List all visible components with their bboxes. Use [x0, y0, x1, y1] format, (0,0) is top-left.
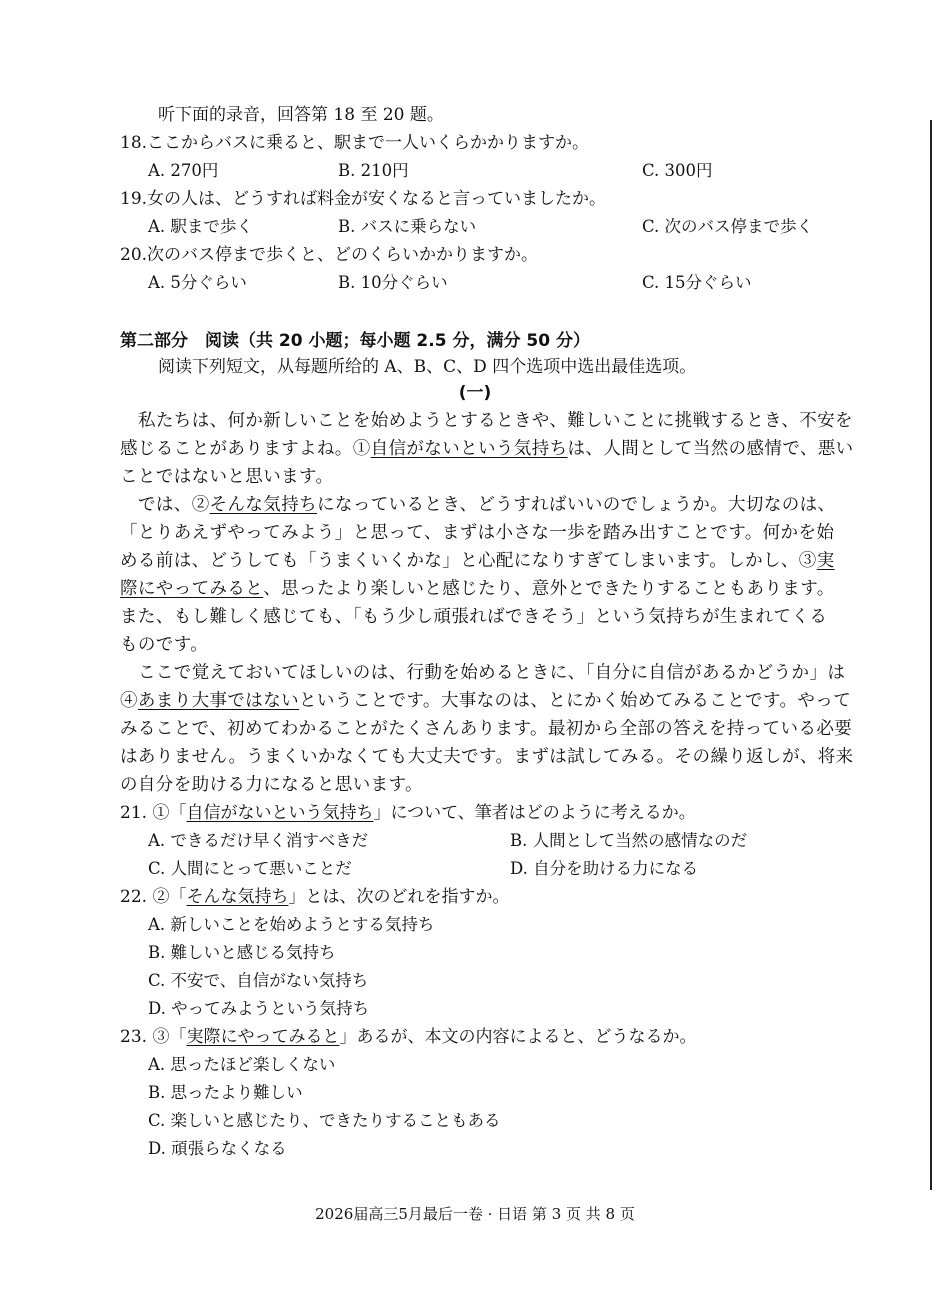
underlined-phrase-3b: 際にやってみると — [120, 579, 264, 599]
p3-line-5: の自分を助ける力になると思います。 — [120, 775, 423, 795]
page-footer: 2026届高三5月最后一卷 · 日语 第 3 页 共 8 页 — [315, 1205, 635, 1223]
q20-option-b: B. 10分ぐらい — [338, 273, 448, 292]
reading-instruction: 阅读下列短文，从每题所给的 A、B、C、D 四个选项中选出最佳选项。 — [158, 357, 697, 377]
question-21 — [120, 802, 696, 824]
text-run: める前は、どうしても「うまくいくかな」と心配になりすぎてしまいます。しかし、③ — [120, 551, 817, 571]
q23-option-d: D. 頑張らなくなる — [148, 1139, 287, 1158]
question-number: 18. — [120, 133, 148, 153]
question-text: ここからバスに乗ると、駅まで一人いくらかかりますか。 — [147, 133, 590, 153]
question-23 — [120, 1026, 696, 1048]
underlined-phrase-4: あまり大事ではない — [137, 691, 300, 711]
p1-line-2 — [120, 438, 854, 460]
q21-option-a: A. できるだけ早く消すべきだ — [148, 831, 369, 850]
question-number: 20. — [120, 245, 148, 265]
question-19 — [120, 188, 606, 210]
reading-heading: 第二部分 阅读（共 20 小题；每小题 2.5 分，满分 50 分） — [120, 331, 590, 351]
q22-option-a: A. 新しいことを始めようとする気持ち — [148, 915, 435, 934]
question-22 — [120, 886, 509, 908]
question-text: 女の人は、どうすれば料金が安くなると言っていましたか。 — [147, 189, 607, 209]
p2-line-4 — [120, 578, 835, 600]
question-number: 23. ③「 — [120, 1027, 187, 1047]
q19-option-c: C. 次のバス停まで歩く — [642, 217, 814, 236]
underlined-phrase-1: 自信がないという気持ち — [370, 439, 568, 459]
p2-line-5: また、もし難しく感じても、「もう少し頑張ればできそう」という気持ちが生まれてくる — [120, 607, 828, 627]
q21-option-d: D. 自分を助ける力になる — [510, 859, 699, 878]
p2-line-1 — [138, 494, 835, 516]
q18-option-b: B. 210円 — [338, 161, 409, 180]
question-number: 22. ②「 — [120, 887, 187, 907]
text-run: になっているとき、どうすればいいのでしょうか。大切なのは、 — [317, 495, 836, 515]
question-number: 19. — [120, 189, 148, 209]
question-number: 21. ①「 — [120, 803, 187, 823]
p1-line-3: ことではないと思います。 — [120, 467, 334, 487]
q21-option-b: B. 人間として当然の感情なのだ — [510, 831, 748, 850]
q22-option-d: D. やってみようという気持ち — [148, 999, 370, 1018]
question-text: 次のバス停まで歩くと、どのくらいかかりますか。 — [147, 245, 539, 265]
margin-rule — [930, 120, 932, 1190]
p2-line-2: 「とりあえずやってみよう」と思って、まずは小さな一歩を踏み出すことです。何かを始 — [120, 523, 835, 543]
underlined-phrase-3a: 実 — [816, 551, 835, 571]
underlined-phrase-2: そんな気持ち — [209, 495, 318, 515]
p3-line-2 — [120, 690, 851, 712]
question-20 — [120, 244, 538, 266]
text-run: 感じることがありますよね。① — [120, 439, 371, 459]
q20-option-a: A. 5分ぐらい — [148, 273, 247, 292]
q20-option-c: C. 15分ぐらい — [642, 273, 752, 292]
q18-option-a: A. 270円 — [148, 161, 219, 180]
question-text: 」あるが、本文の内容によると、どうなるか。 — [339, 1027, 697, 1047]
p2-line-6: ものです。 — [120, 635, 209, 655]
question-quote: 自信がないという気持ち — [186, 803, 374, 823]
question-text: 」について、筆者はどのように考えるか。 — [373, 803, 696, 823]
q23-option-a: A. 思ったほど楽しくない — [148, 1055, 336, 1074]
question-text: 」とは、次のどれを指すか。 — [288, 887, 510, 907]
section-title: (一) — [458, 383, 492, 403]
p3-line-1: ここで覚えておいてほしいのは、行動を始めるときに、「自分に自信があるかどうか」は — [138, 663, 846, 683]
p1-line-1: 私たちは、何か新しいことを始めようとするときや、難しいことに挑戦するとき、不安を — [138, 411, 853, 431]
q19-option-a: A. 駅まで歩く — [148, 217, 253, 236]
question-quote: 実際にやってみると — [186, 1027, 340, 1047]
text-run: 、思ったより楽しいと感じたり、意外とできたりすることもあります。 — [263, 579, 835, 599]
q18-option-c: C. 300円 — [642, 161, 713, 180]
q23-option-c: C. 楽しいと感じたり、できたりすることもある — [148, 1111, 501, 1130]
text-run: ということです。大事なのは、とにかく始めてみることです。やって — [299, 691, 852, 711]
q21-option-c: C. 人間にとって悪いことだ — [148, 859, 352, 878]
q22-option-b: B. 難しいと感じる気持ち — [148, 943, 336, 962]
q23-option-b: B. 思ったより難しい — [148, 1083, 303, 1102]
text-run: ④ — [120, 691, 138, 711]
question-quote: そんな気持ち — [186, 887, 289, 907]
question-18 — [120, 132, 589, 154]
p2-line-3 — [120, 550, 835, 572]
text-run: は、人間として当然の感情で、悪い — [567, 439, 854, 459]
q22-option-c: C. 不安で、自信がない気持ち — [148, 971, 369, 990]
p3-line-3: みることで、初めてわかることがたくさんあります。最初から全部の答えを持っている必要 — [120, 719, 853, 739]
q19-option-b: B. バスに乗らない — [338, 217, 477, 236]
p3-line-4: はありません。うまくいかなくても大丈夫です。まずは試してみる。その繰り返しが、将来 — [120, 747, 854, 767]
text-run: では、② — [138, 495, 210, 515]
listening-instruction: 听下面的录音，回答第 18 至 20 题。 — [158, 105, 444, 125]
